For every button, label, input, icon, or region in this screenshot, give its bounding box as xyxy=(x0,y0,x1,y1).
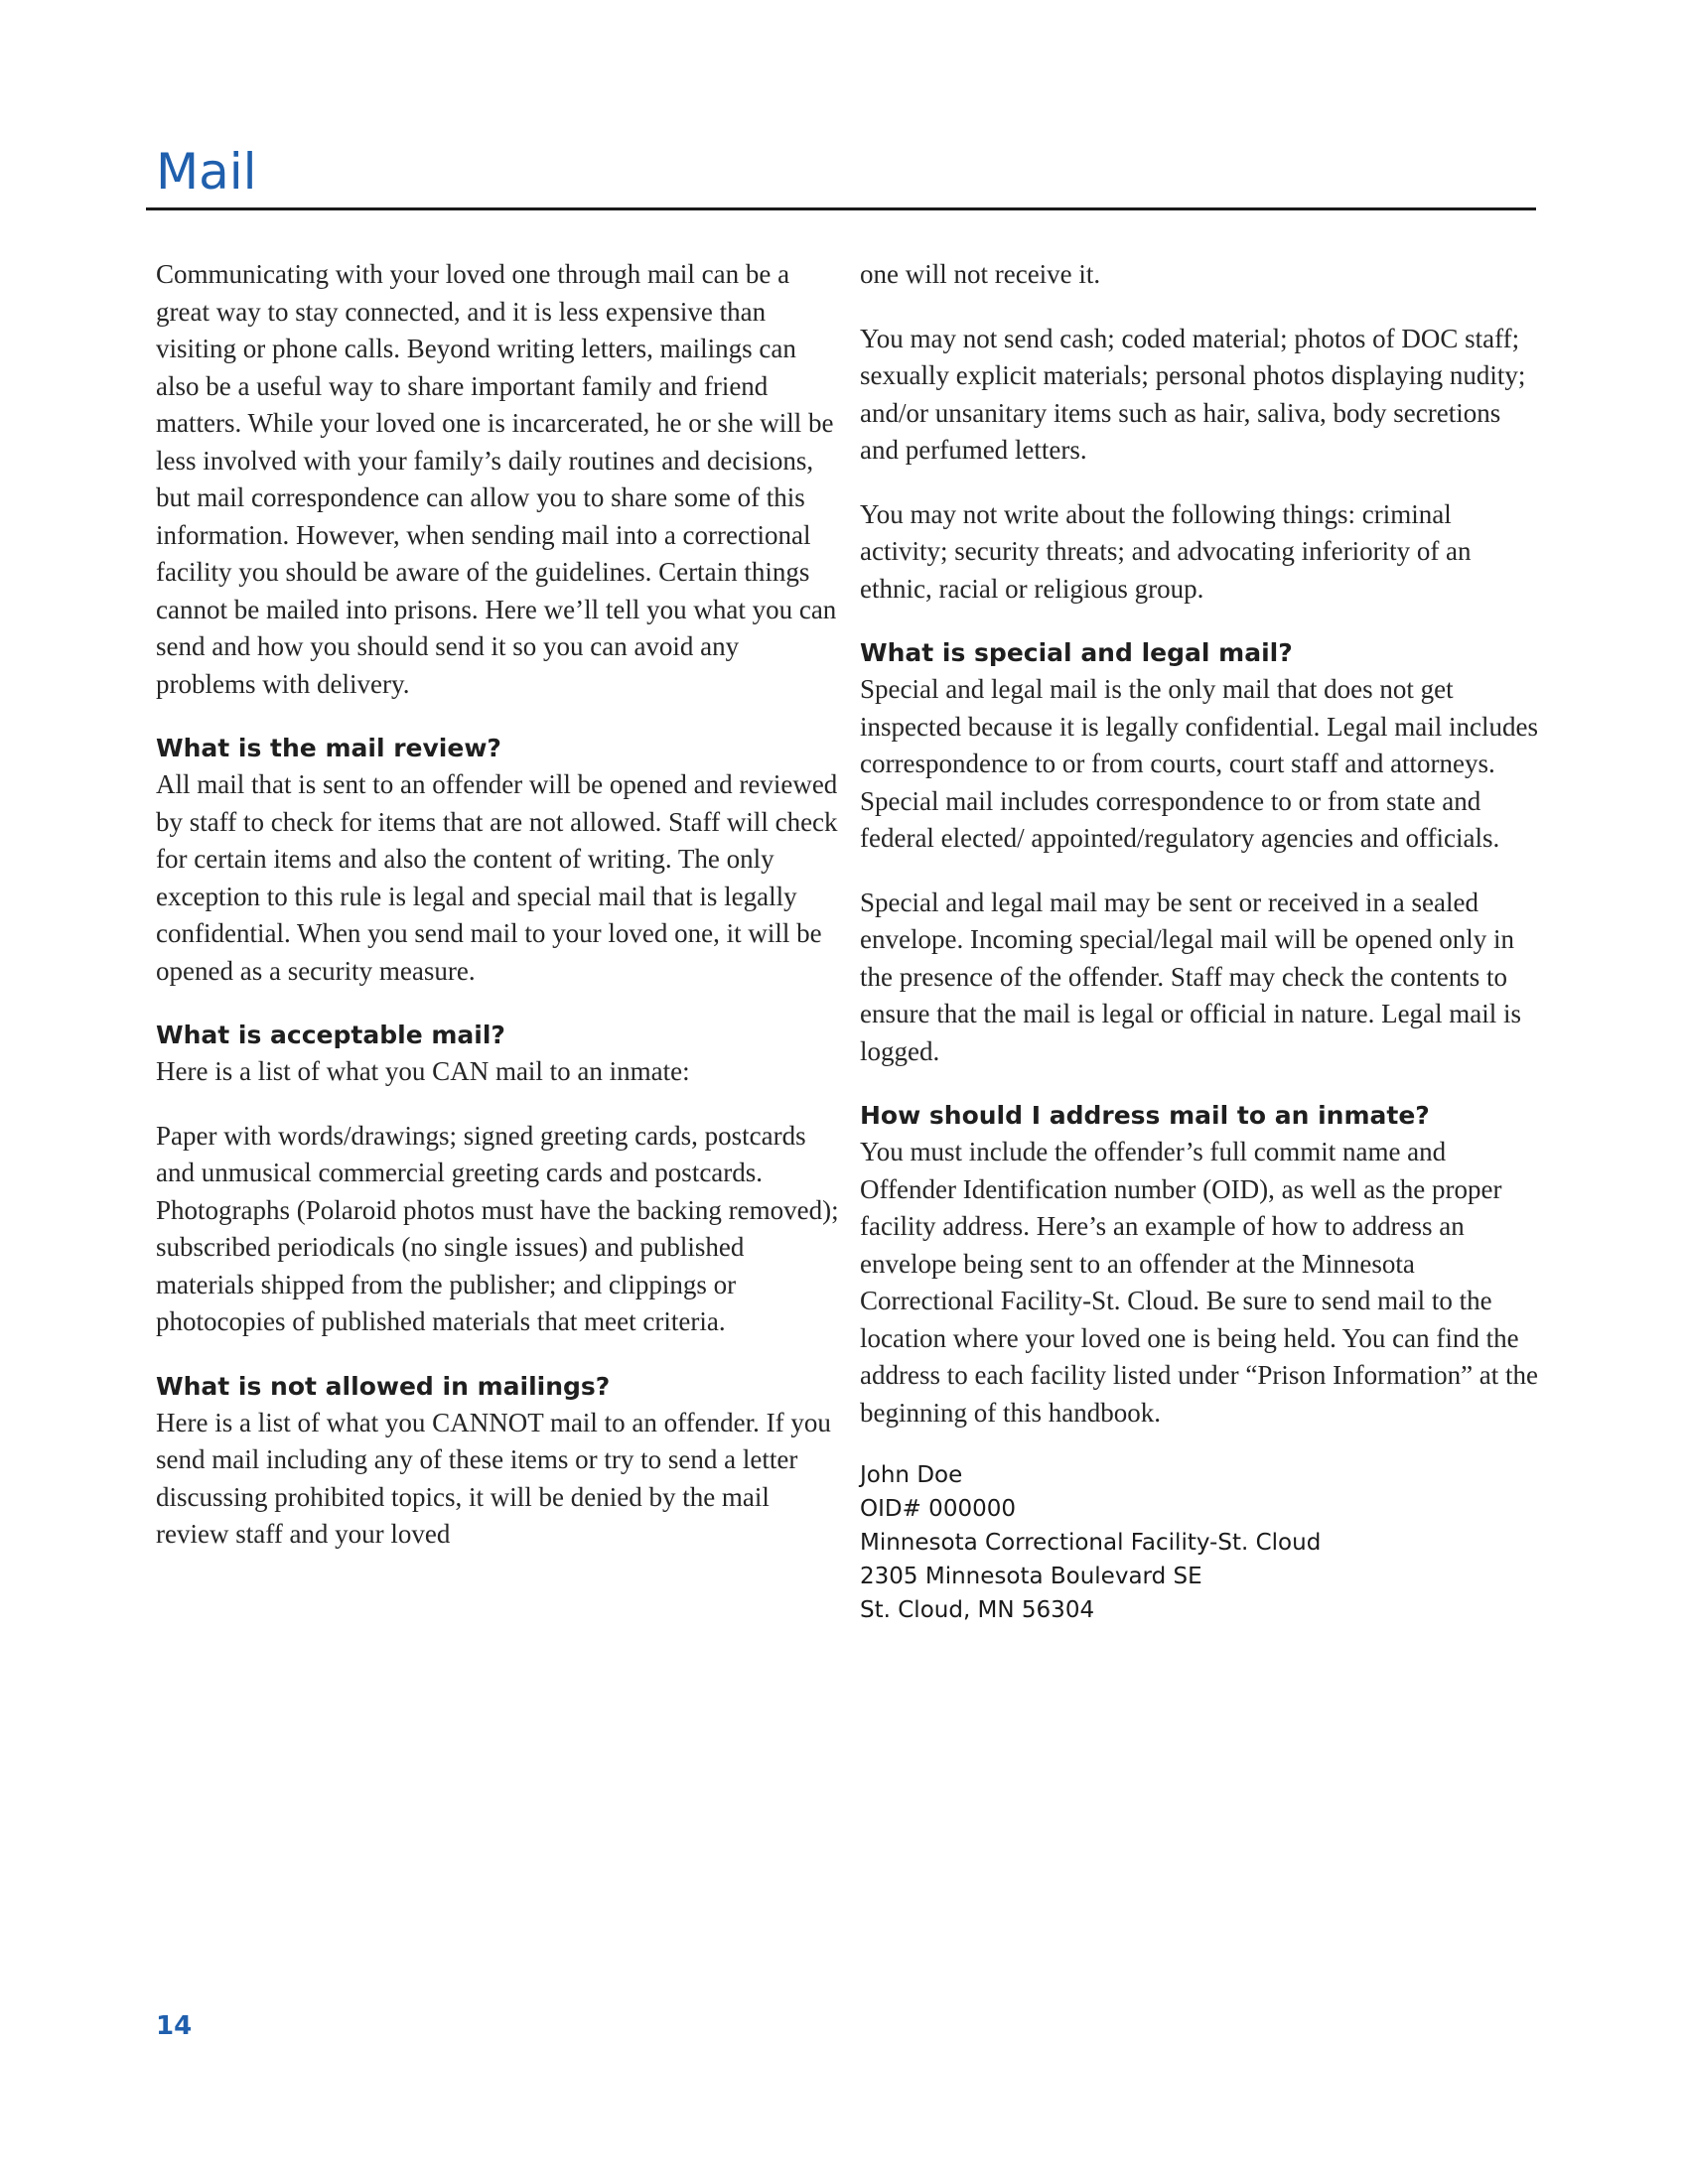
not-allowed-paragraph: Here is a list of what you CANNOT mail to an offender. If you send mail including any of these items or try to send a letter discussing prohibited topics, it will be denied by the mail review staff and your loved xyxy=(156,1407,831,1549)
intro-paragraph: Communicating with your loved one through mail can be a great way to stay connected, and it is less expensive than visiting or phone calls. Beyond writing letters, mailings can also be a useful way to share important family and friend matters. While your loved one is incarcerated, he or she will be less involved with your family’s daily routines and decisions, but mail correspondence can allow you to share some of this information. However, when sending mail into a correctional facility you should be aware of the guidelines. Certain things cannot be mailed into prisons. Here we’ll tell you what you can send and how you should send it so you can avoid any problems with delivery. xyxy=(156,259,837,699)
not-allowed-topics: You may not write about the following things: criminal activity; security threats; and advocating inferiority of an ethnic, racial or religious group. xyxy=(860,498,1472,604)
address-mail-heading: How should I address mail to an inmate? xyxy=(860,1101,1430,1130)
address-mail-paragraph: You must include the offender’s full commit name and Offender Identification number (OID), as well as the proper facility address. Here’s an example of how to address an envelope being sent to an offender at the Minnesota Correctional Facility-St. Cloud. Be sure to send mail to the location where your loved one is being held. You can find the address to each facility listed under “Prison Information” at the beginning of this handbook. xyxy=(860,1137,1539,1428)
acceptable-mail-intro: Here is a list of what you CAN mail to an inmate: xyxy=(156,1056,690,1086)
right-column xyxy=(860,256,1545,1627)
acceptable-mail-heading: What is acceptable mail? xyxy=(156,1021,505,1049)
legal-mail-paragraph-2: Special and legal mail may be sent or received in a sealed envelope. Incoming special/legal mail will be opened only in the presence of the offender. Staff may check the contents to ensure that the mail is legal or official in nature. Legal mail is logged. xyxy=(860,887,1522,1066)
not-allowed-heading: What is not allowed in mailings? xyxy=(156,1371,611,1401)
mail-review-paragraph: All mail that is sent to an offender will be opened and reviewed by staff to check for items that are not allowed. Staff will check for certain items and also the content of writing. The only exception to this rule is legal and special mail that is legally confidential. When you send mail to your loved one, it will be opened as a security measure. xyxy=(156,769,838,986)
title-divider xyxy=(146,207,1536,210)
page-title: Mail xyxy=(156,143,257,201)
page-number: 14 xyxy=(156,2011,193,2041)
address-city: St. Cloud, MN 56304 xyxy=(860,1597,1095,1623)
address-name: John Doe xyxy=(860,1462,963,1488)
not-allowed-continuation: one will not receive it. xyxy=(860,259,1101,289)
address-oid: OID# 000000 xyxy=(860,1496,1016,1522)
address-example xyxy=(860,1458,1545,1627)
address-facility: Minnesota Correctional Facility-St. Cloud xyxy=(860,1530,1322,1556)
left-column xyxy=(156,256,841,1580)
address-street: 2305 Minnesota Boulevard SE xyxy=(860,1564,1202,1589)
not-allowed-items: You may not send cash; coded material; photos of DOC staff; sexually explicit materials; personal photos displaying nudity; and/or unsanitary items such as hair, saliva, body secretions and perfumed letters. xyxy=(860,323,1526,465)
acceptable-mail-list: Paper with words/drawings; signed greeting cards, postcards and unmusical commercial greeting cards and postcards. Photographs (Polaroid photos must have the backing removed); subscribed periodicals (no single issues) and published materials shipped from the publisher; and clippings or photocopies of published materials that meet criteria. xyxy=(156,1120,839,1336)
mail-review-heading: What is the mail review? xyxy=(156,734,501,762)
legal-mail-paragraph: Special and legal mail is the only mail that does not get inspected because it is legally confidential. Legal mail includes correspondence to or from courts, court staff and attorneys. Special mail includes correspondence to or from state and federal elected/ appointed/regulatory agencies and officials. xyxy=(860,674,1539,853)
legal-mail-heading: What is special and legal mail? xyxy=(860,638,1293,667)
